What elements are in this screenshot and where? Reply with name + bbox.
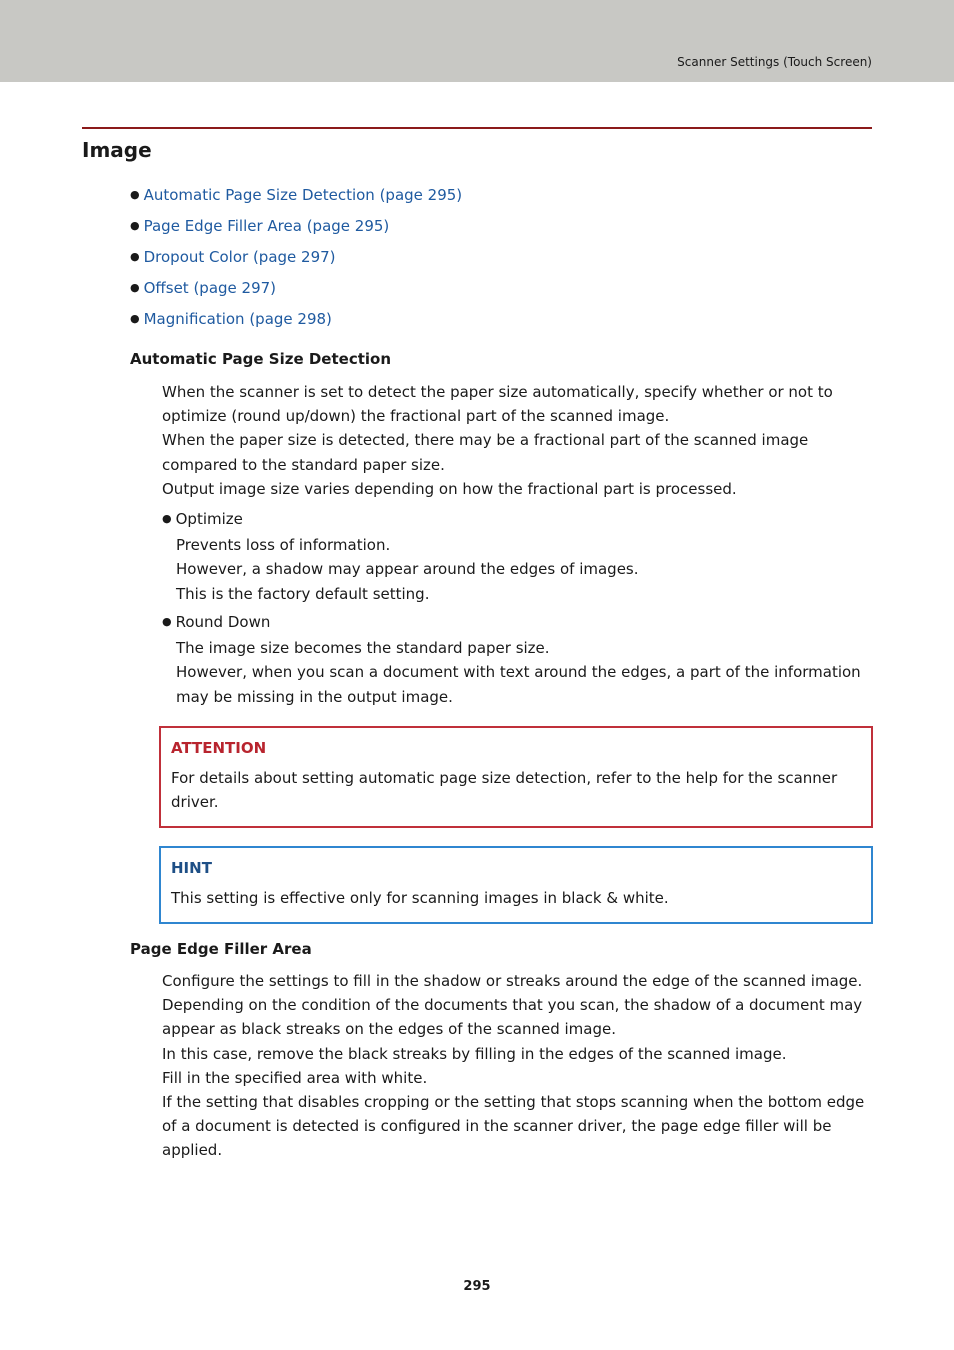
bullet-icon: ● [130, 312, 140, 325]
bullet-icon: ● [130, 188, 140, 201]
toc-item [130, 246, 462, 277]
paragraph-line: appear as black streaks on the edges of the scanned image. [162, 1020, 616, 1039]
bullet-icon: ● [130, 250, 140, 263]
toc-link-auto-detect[interactable]: Automatic Page Size Detection (page 295) [143, 186, 463, 204]
toc-link-dropout-color[interactable]: Dropout Color (page 297) [143, 248, 336, 266]
edge-filler-description [162, 969, 872, 1163]
page-header [0, 0, 954, 82]
toc-link-edge-filler[interactable]: Page Edge Filler Area (page 295) [143, 217, 390, 235]
attention-box [159, 726, 873, 828]
hint-box [159, 846, 873, 924]
toc-item [130, 308, 462, 339]
toc-item [130, 184, 462, 215]
bullet-icon: ● [130, 281, 140, 294]
paragraph-line: When the scanner is set to detect the paper size automatically, specify whether or not to [162, 383, 833, 401]
bullet-icon: ● [162, 615, 172, 628]
header-title: Scanner Settings (Touch Screen) [677, 55, 872, 69]
option-title: ● Optimize [162, 510, 243, 528]
bullet-icon: ● [162, 512, 172, 525]
attention-line: For details about setting automatic page size detection, refer to the help for the scanner [171, 769, 838, 787]
toc-link-magnification[interactable]: Magnification (page 298) [143, 310, 332, 328]
section-heading-edge-filler: Page Edge Filler Area [130, 940, 312, 958]
paragraph-line: Fill in the specified area with white. [162, 1068, 428, 1087]
option-line: However, when you scan a document with text around the edges, a part of the information [176, 663, 861, 682]
paragraph-line: When the paper size is detected, there may be a fractional part of the scanned image [162, 431, 809, 450]
auto-detect-description [162, 380, 872, 501]
option-round-down [162, 610, 872, 709]
attention-label: ATTENTION [171, 739, 267, 757]
paragraph-line: compared to the standard paper size. [162, 455, 445, 474]
section-heading-auto-detect: Automatic Page Size Detection [130, 350, 392, 368]
option-line: may be missing in the output image. [176, 687, 453, 706]
paragraph-line: Depending on the condition of the documents that you scan, the shadow of a document may [162, 996, 863, 1015]
toc-link-offset[interactable]: Offset (page 297) [143, 279, 277, 297]
paragraph-line: applied. [162, 1141, 223, 1160]
hint-label: HINT [171, 859, 212, 877]
paragraph-line: optimize (round up/down) the fractional part of the scanned image. [162, 407, 670, 426]
paragraph-line: If the setting that disables cropping or the setting that stops scanning when the bottom edge [162, 1093, 865, 1112]
toc-item [130, 215, 462, 246]
paragraph-line: In this case, remove the black streaks by filling in the edges of the scanned image. [162, 1044, 787, 1063]
bullet-icon: ● [130, 219, 140, 232]
page-number: 295 [463, 1279, 491, 1294]
option-optimize [162, 507, 872, 606]
option-title: ● Round Down [162, 613, 271, 631]
hint-text: This setting is effective only for scanning images in black & white. [171, 889, 669, 907]
attention-text [171, 766, 859, 814]
title-rule [82, 127, 872, 129]
toc-item [130, 277, 462, 308]
option-line: The image size becomes the standard paper size. [176, 639, 550, 658]
paragraph-line: Configure the settings to fill in the shadow or streaks around the edge of the scanned image. [162, 972, 863, 990]
table-of-contents [130, 184, 462, 339]
paragraph-line: of a document is detected is configured in the scanner driver, the page edge filler will be [162, 1117, 832, 1136]
option-line: However, a shadow may appear around the edges of images. [176, 560, 639, 579]
paragraph-line: Output image size varies depending on how the fractional part is processed. [162, 479, 737, 498]
option-line: Prevents loss of information. [176, 536, 391, 555]
attention-line: driver. [171, 793, 219, 812]
option-line: This is the factory default setting. [176, 584, 430, 603]
page-title: Image [82, 138, 152, 162]
